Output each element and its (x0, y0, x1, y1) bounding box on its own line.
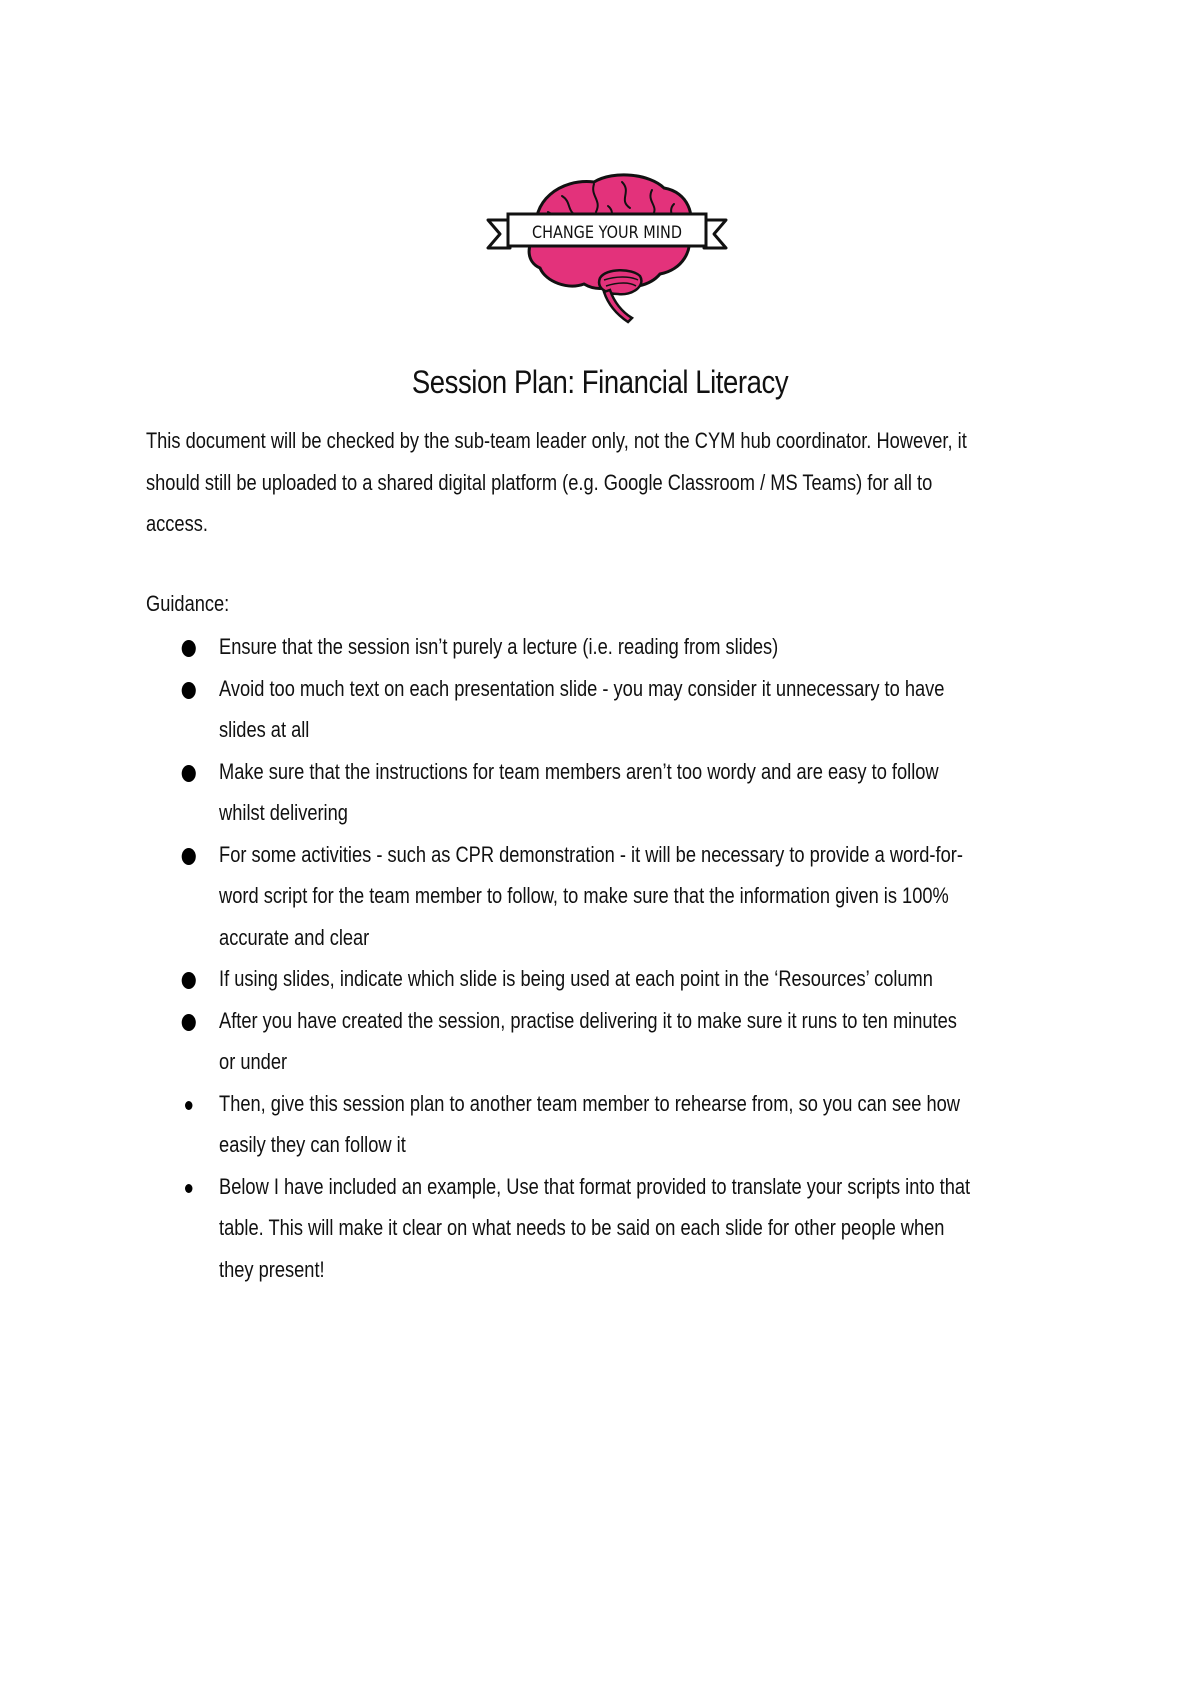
page-title: Session Plan: Financial Literacy (411, 364, 789, 400)
guidance-item (146, 626, 976, 668)
change-your-mind-logo (482, 172, 732, 332)
guidance-item-text: If using slides, indicate which slide is being used at each point in the ‘Resources’ column (219, 966, 933, 991)
guidance-item-text: Make sure that the instructions for team members aren’t too wordy and are easy to follow whilst delivering (219, 758, 939, 825)
bullet-icon (182, 640, 196, 657)
bullet-icon (182, 682, 196, 699)
guidance-list (146, 626, 976, 1290)
guidance-item (146, 751, 976, 834)
guidance-item-text: After you have created the session, practise delivering it to make sure it runs to ten minutes or under (219, 1007, 957, 1074)
guidance-item (146, 1166, 976, 1291)
guidance-item-text: Avoid too much text on each presentation slide - you may consider it unnecessary to have slides at all (219, 675, 945, 742)
guidance-item (146, 1000, 976, 1083)
guidance-label: Guidance: (146, 591, 230, 616)
intro-paragraph: This document will be checked by the sub-team leader only, not the CYM hub coordinator. However, it should still be uploaded to a shared digital platform (e.g. Google Classroom / MS Teams) for all to access. (146, 428, 967, 536)
bullet-icon (182, 848, 196, 865)
small-bullet-icon (185, 1101, 192, 1110)
guidance-item-text: Then, give this session plan to another team member to rehearse from, so you can see how easily they can follow it (219, 1090, 960, 1157)
guidance-item-text: For some activities - such as CPR demonstration - it will be necessary to provide a word-for-word script for the team member to follow, to make sure that the information given is 100% accurate and clear (219, 841, 963, 950)
guidance-item (146, 834, 976, 959)
guidance-item (146, 958, 976, 1000)
guidance-item-text: Ensure that the session isn’t purely a lecture (i.e. reading from slides) (219, 634, 779, 659)
logo-text: CHANGE YOUR MIND (532, 223, 682, 243)
guidance-item (146, 1083, 976, 1166)
bullet-icon (182, 765, 196, 782)
guidance-item-text: Below I have included an example, Use that format provided to translate your scripts into that table. This will make it clear on what needs to be said on each slide for other people when they present! (219, 1173, 971, 1282)
small-bullet-icon (185, 1184, 192, 1193)
guidance-item (146, 668, 976, 751)
bullet-icon (182, 1014, 196, 1031)
bullet-icon (182, 972, 196, 989)
